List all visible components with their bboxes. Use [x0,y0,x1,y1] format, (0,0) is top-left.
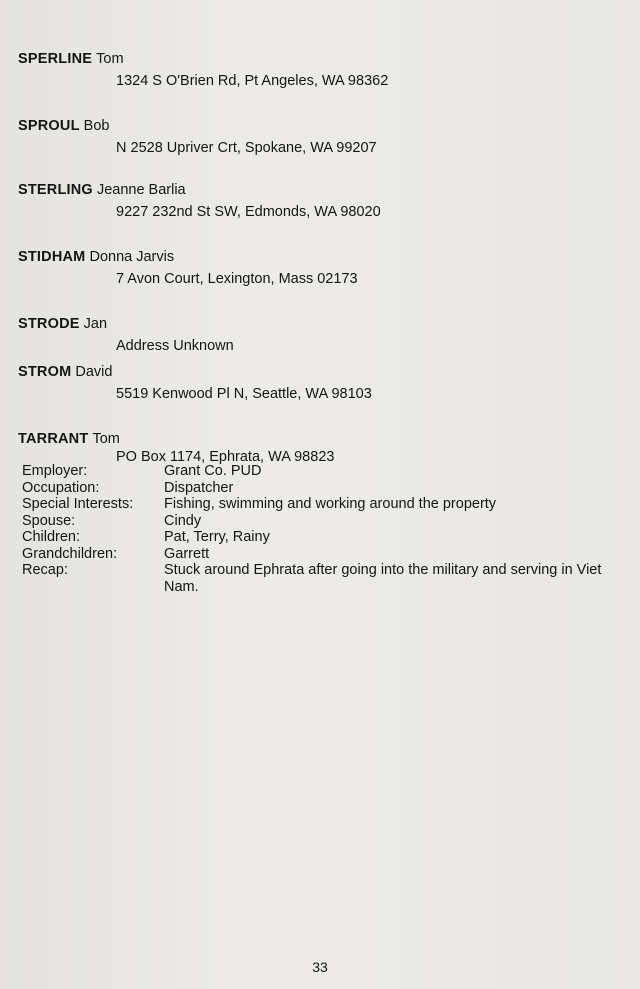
detail-label: Special Interests: [22,496,134,512]
entry-address: 7 Avon Court, Lexington, Mass 02173 [116,271,358,287]
directory-entry-strom [18,363,618,403]
directory-entry-stidham [18,248,618,288]
last-name: SPROUL [18,118,80,134]
entry-name [18,50,618,68]
last-name: STROM [18,364,72,380]
first-name: David [75,364,113,380]
detail-label: Occupation: [22,479,100,496]
page-number: 33 [312,959,328,975]
detail-row-recap [22,562,612,595]
entry-name [18,363,618,381]
first-name: Jan [83,316,108,332]
detail-value: Grant Co. PUD [164,463,262,479]
detail-row-employer [22,463,612,480]
first-name: Bob [83,118,110,134]
detail-value: Garrett [164,545,210,562]
detail-label: Children: [22,529,81,545]
detail-row-children [22,529,612,546]
entry-name [18,430,618,448]
detail-value: Fishing, swimming and working around the property [164,496,497,512]
entry-address: Address Unknown [116,338,234,354]
directory-entry-strode [18,315,618,355]
entry-address: N 2528 Upriver Crt, Spokane, WA 99207 [116,140,377,156]
detail-row-occupation [22,480,612,497]
detail-value: Dispatcher [164,479,234,496]
entry-name [18,248,618,266]
directory-entry-tarrant [18,430,618,466]
detail-row-special-interests [22,496,612,513]
directory-entry-sperline [18,50,618,90]
first-name: Donna Jarvis [89,249,175,265]
first-name: Jeanne Barlia [96,182,186,198]
entry-name [18,117,618,135]
detail-value: Cindy [164,512,202,529]
entry-address: PO Box 1174, Ephrata, WA 98823 [116,449,335,465]
entry-address: 1324 S O'Brien Rd, Pt Angeles, WA 98362 [116,73,389,89]
last-name: STIDHAM [18,249,86,265]
detail-row-grandchildren [22,546,612,563]
tarrant-details [22,463,612,595]
detail-label: Spouse: [22,512,76,529]
last-name: STRODE [18,316,80,332]
last-name: SPERLINE [18,51,93,67]
detail-label: Employer: [22,463,88,479]
directory-entry-sterling [18,181,618,221]
last-name: TARRANT [18,431,89,447]
detail-value: Pat, Terry, Rainy [164,529,270,545]
directory-entry-sproul [18,117,618,157]
detail-value: Stuck around Ephrata after going into the military and serving in Viet Nam. [164,562,602,595]
detail-label: Recap: [22,562,68,578]
last-name: STERLING [18,182,93,198]
entry-address: 9227 232nd St SW, Edmonds, WA 98020 [116,204,381,220]
entry-name [18,315,618,333]
detail-label: Grandchildren: [22,545,118,562]
entry-name [18,181,618,199]
first-name: Tom [92,431,120,447]
detail-row-spouse [22,513,612,530]
entry-address: 5519 Kenwood Pl N, Seattle, WA 98103 [116,386,372,402]
first-name: Tom [96,51,124,67]
